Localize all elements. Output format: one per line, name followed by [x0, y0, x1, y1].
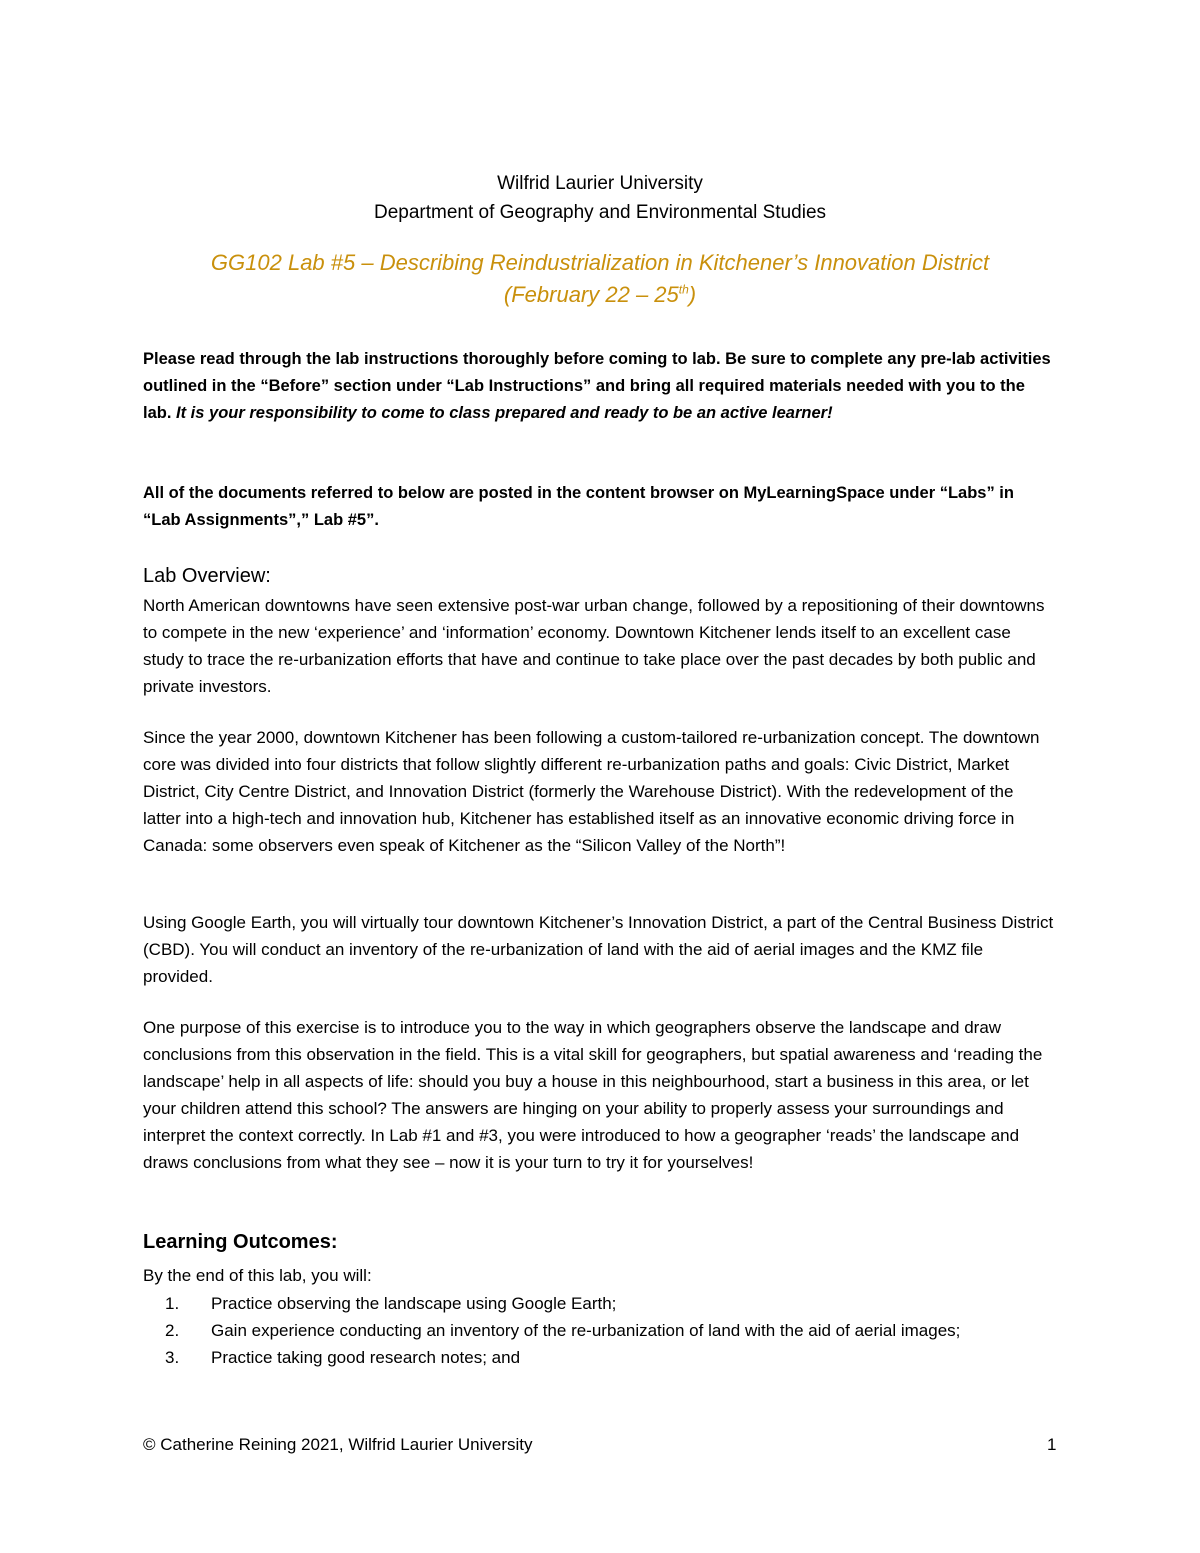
intro-instructions — [143, 346, 1055, 427]
list-item — [143, 1290, 1055, 1317]
overview-paragraph: North American downtowns have seen extensive post-war urban change, followed by a repositioning of their downtowns to compete in the new ‘experience’ and ‘information’ economy. Downtown Kitchener lends itself to an excellent case study to trace the re-urbanization efforts that have and continue to take place over the past decades by both public and private investors. — [143, 596, 1045, 696]
page-number: 1 — [1047, 1435, 1057, 1454]
list-item-number: 1. — [165, 1294, 180, 1313]
list-item-number: 2. — [165, 1321, 180, 1340]
list-item-number: 3. — [165, 1348, 180, 1367]
footer-copyright: © Catherine Reining 2021, Wilfrid Laurier University — [143, 1435, 533, 1454]
overview-paragraph: Using Google Earth, you will virtually tour downtown Kitchener’s Innovation District, a part of the Central Business District (CBD). You will conduct an inventory of the re-urbanization of land with the aid of aerial images and the KMZ file provided. — [143, 913, 1054, 986]
list-item — [143, 1317, 1055, 1344]
documents-note: All of the documents referred to below are posted in the content browser on MyLearningSpace under “Labs” in “Lab Assignments”,” Lab #5”. — [143, 484, 1014, 529]
lab-dates-sup: th — [678, 282, 689, 297]
lab-dates — [0, 282, 1200, 308]
outcomes-lead-in: By the end of this lab, you will: — [143, 1266, 372, 1285]
university-name: Wilfrid Laurier University — [497, 173, 703, 194]
overview-paragraph: One purpose of this exercise is to introduce you to the way in which geographers observe the landscape and draw conclusions from this observation in the field. This is a vital skill for geographers, but spatial awareness and ‘reading the landscape’ help in all aspects of life: should you buy a house in this neighbourhood, start a business in this area, or let your children attend this school? The answers are hinging on your ability to properly assess your surroundings and interpret the context correctly. In Lab #1 and #3, you were introduced to how a geographer ‘reads’ the landscape and draws conclusions from what they see – now it is your turn to try it for yourselves! — [143, 1018, 1043, 1172]
intro-emphasis: It is your responsibility to come to class prepared and ready to be an active learner! — [176, 404, 833, 422]
outcomes-list — [143, 1290, 1055, 1371]
list-item-text: Practice observing the landscape using Google Earth; — [211, 1294, 617, 1313]
lab-overview-heading: Lab Overview: — [143, 565, 271, 587]
lab-dates-prefix: (February 22 – 25 — [503, 282, 679, 307]
department-name: Department of Geography and Environmental Studies — [373, 202, 827, 223]
lab-dates-suffix: ) — [688, 282, 697, 307]
list-item — [143, 1344, 1055, 1371]
list-item-text: Gain experience conducting an inventory of the re-urbanization of land with the aid of aerial images; — [211, 1321, 961, 1340]
overview-paragraph: Since the year 2000, downtown Kitchener has been following a custom-tailored re-urbanization concept. The downtown core was divided into four districts that follow slightly different re-urbanization paths and goals: Civic District, Market District, City Centre District, and Innovation District (formerly the Warehouse District). With the redevelopment of the latter into a high-tech and innovation hub, Kitchener has established itself as an innovative economic driving force in Canada: some observers even speak of Kitchener as the “Silicon Valley of the North”! — [143, 728, 1040, 855]
intro-text: Please read through the lab instructions thoroughly before coming to lab. Be sure to complete any pre-lab activities outlined in the “Before” section under “Lab Instructions” and bring all required materials needed with you to the lab. — [143, 350, 1051, 422]
list-item-text: Practice taking good research notes; and — [211, 1348, 521, 1367]
lab-title: GG102 Lab #5 – Describing Reindustrialization in Kitchener’s Innovation District — [210, 250, 990, 275]
learning-outcomes-heading: Learning Outcomes: — [143, 1231, 338, 1253]
